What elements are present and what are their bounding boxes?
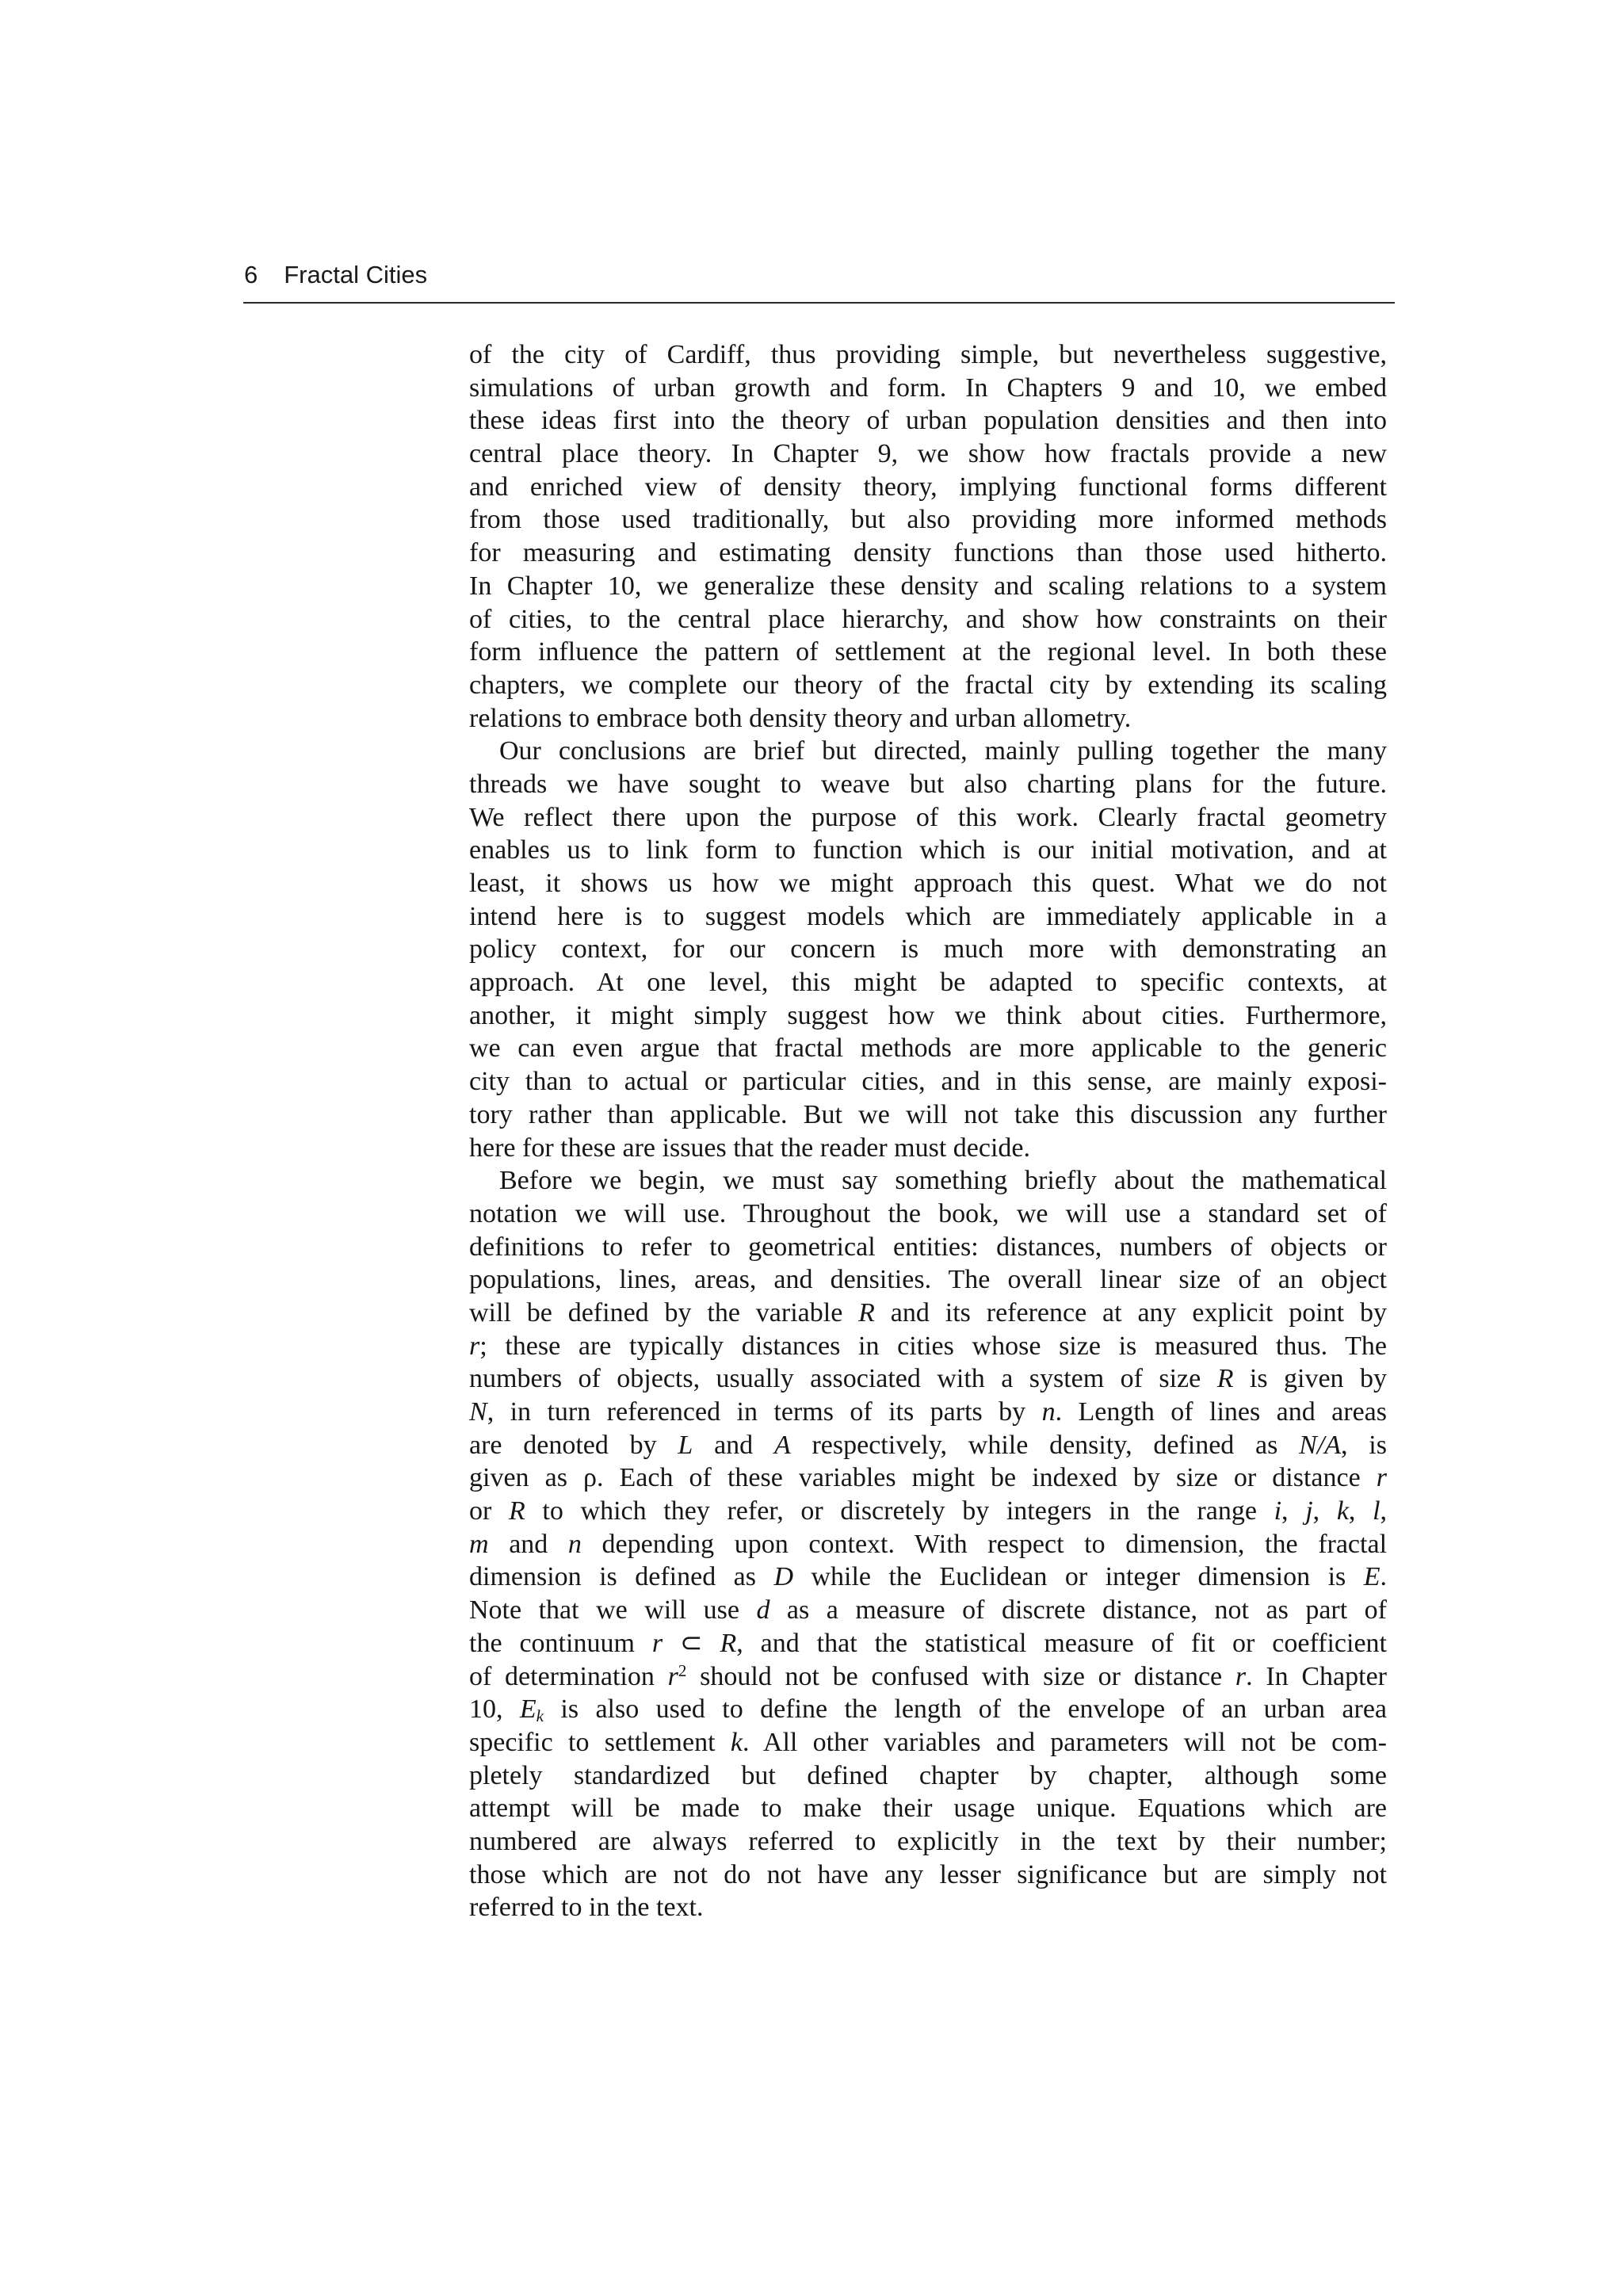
text-run: these ideas first into the theory of urban population densities and then into bbox=[469, 406, 1387, 436]
text-line bbox=[469, 867, 1387, 900]
text-line bbox=[469, 1495, 1387, 1528]
text-run: those which are not do not have any lesser significance but are simply not bbox=[469, 1859, 1387, 1889]
text-run: . In Chapter bbox=[1246, 1661, 1387, 1691]
running-head bbox=[244, 259, 427, 291]
text-run: given as ρ. Each of these variables might be indexed by size or distance bbox=[469, 1463, 1377, 1493]
text-line bbox=[469, 471, 1387, 504]
text-line bbox=[469, 1594, 1387, 1627]
text-line bbox=[469, 437, 1387, 471]
math-variable: n bbox=[567, 1529, 582, 1559]
text-line bbox=[469, 570, 1387, 603]
text-run: and its reference at any explicit point by bbox=[874, 1297, 1387, 1328]
math-variable: R bbox=[508, 1496, 525, 1526]
text-run: of determination bbox=[469, 1661, 668, 1691]
text-line bbox=[469, 1660, 1387, 1694]
text-run: specific to settlement bbox=[469, 1727, 731, 1757]
math-variable: d bbox=[756, 1595, 770, 1626]
text-run: should not be confused with size or distance bbox=[686, 1661, 1235, 1691]
text-line bbox=[469, 1891, 1387, 1924]
text-run: and enriched view of density theory, implying functional forms different bbox=[469, 472, 1387, 502]
text-run: , bbox=[1281, 1496, 1306, 1526]
text-run: populations, lines, areas, and densities. The overall linear size of an object bbox=[469, 1265, 1387, 1295]
text-line bbox=[469, 735, 1387, 768]
text-line bbox=[469, 1098, 1387, 1132]
header-rule bbox=[243, 302, 1395, 304]
text-run: of the city of Cardiff, thus providing simple, but nevertheless suggestive, bbox=[469, 340, 1387, 369]
text-run: the continuum bbox=[469, 1628, 652, 1658]
text-line bbox=[469, 1627, 1387, 1660]
text-run: or bbox=[469, 1496, 509, 1526]
text-run: is given by bbox=[1233, 1364, 1387, 1394]
text-line bbox=[469, 966, 1387, 999]
text-run: dimension is defined as bbox=[469, 1562, 774, 1592]
text-run: intend here is to suggest models which are immediately applicable in a bbox=[469, 901, 1387, 931]
text-run: policy context, for our concern is much more with demonstrating an bbox=[469, 934, 1387, 965]
text-line bbox=[469, 801, 1387, 835]
text-run: for measuring and estimating density functions than those used hitherto. bbox=[469, 538, 1387, 568]
text-line bbox=[469, 1032, 1387, 1065]
math-variable: N bbox=[469, 1397, 487, 1427]
math-variable: k bbox=[1336, 1496, 1349, 1526]
text-line bbox=[469, 702, 1387, 735]
text-line bbox=[469, 1198, 1387, 1231]
text-line bbox=[469, 1461, 1387, 1495]
text-run: , and that the statistical measure of fit or coefficient bbox=[736, 1628, 1388, 1658]
text-line bbox=[469, 933, 1387, 966]
math-variable: E bbox=[1363, 1562, 1381, 1592]
math-variable: R bbox=[1216, 1364, 1234, 1394]
text-run: In Chapter 10, we generalize these density and scaling relations to a system bbox=[469, 571, 1387, 601]
body-text bbox=[469, 338, 1387, 1924]
text-run: respectively, while density, defined as bbox=[790, 1430, 1300, 1460]
text-run: ⊂ bbox=[663, 1628, 720, 1658]
text-run: numbered are always referred to explicitly in the text by their number; bbox=[469, 1826, 1387, 1856]
text-run: pletely standardized but defined chapter by chapter, although some bbox=[469, 1760, 1387, 1790]
math-variable: n bbox=[1041, 1397, 1056, 1427]
text-line bbox=[469, 900, 1387, 934]
math-variable: r bbox=[651, 1628, 663, 1658]
text-run: . bbox=[1380, 1562, 1387, 1592]
text-line bbox=[469, 1561, 1387, 1594]
text-run: . Length of lines and areas bbox=[1055, 1397, 1387, 1427]
text-run: another, it might simply suggest how we think about cities. Furthermore, bbox=[469, 1000, 1387, 1030]
text-run: tory rather than applicable. But we will not take this discussion any further bbox=[469, 1099, 1387, 1129]
text-line bbox=[469, 404, 1387, 437]
text-line bbox=[469, 1759, 1387, 1793]
text-run: . All other variables and parameters will not be com- bbox=[742, 1727, 1387, 1757]
text-run: here for these are issues that the reader must decide. bbox=[469, 1133, 1031, 1163]
text-run: to which they refer, or discretely by integers in the range bbox=[525, 1496, 1274, 1526]
text-run: central place theory. In Chapter 9, we show how fractals provide a new bbox=[469, 439, 1387, 469]
text-run: city than to actual or particular cities, and in this sense, are mainly exposi- bbox=[469, 1067, 1387, 1097]
math-variable: D bbox=[773, 1562, 793, 1592]
text-line bbox=[469, 338, 1387, 372]
paragraph bbox=[469, 1164, 1387, 1924]
subscript: k bbox=[536, 1706, 544, 1725]
text-run: , bbox=[1312, 1496, 1337, 1526]
text-run: numbers of objects, usually associated with a system of size bbox=[469, 1364, 1217, 1394]
text-run: , bbox=[1380, 1496, 1388, 1526]
math-variable: R bbox=[858, 1297, 875, 1328]
text-line bbox=[469, 1396, 1387, 1429]
text-line bbox=[469, 603, 1387, 636]
text-line bbox=[469, 669, 1387, 702]
text-run: threads we have sought to weave but also charting plans for the future. bbox=[469, 769, 1387, 799]
text-run: chapters, we complete our theory of the fractal city by extending its scaling bbox=[469, 670, 1387, 700]
page-number: 6 bbox=[244, 261, 258, 288]
text-run: form influence the pattern of settlement at the regional level. In both these bbox=[469, 637, 1387, 667]
math-variable: r bbox=[1235, 1661, 1247, 1691]
text-line bbox=[469, 1726, 1387, 1759]
text-run: Before we begin, we must say something briefly about the mathematical bbox=[499, 1166, 1387, 1196]
text-line bbox=[469, 1164, 1387, 1198]
text-line bbox=[469, 768, 1387, 801]
text-run: from those used traditionally, but also providing more informed methods bbox=[469, 505, 1387, 535]
paragraph bbox=[469, 338, 1387, 735]
math-variable: j bbox=[1305, 1496, 1313, 1526]
math-variable: N/A bbox=[1299, 1430, 1342, 1460]
text-run: referred to in the text. bbox=[469, 1893, 704, 1923]
text-line bbox=[469, 1330, 1387, 1363]
text-line bbox=[469, 636, 1387, 669]
text-run: as a measure of discrete distance, not as part of bbox=[769, 1595, 1388, 1626]
text-line bbox=[469, 999, 1387, 1033]
text-line bbox=[469, 503, 1387, 537]
text-line bbox=[469, 1362, 1387, 1396]
running-title: Fractal Cities bbox=[284, 261, 428, 288]
text-line bbox=[469, 1528, 1387, 1561]
paragraph bbox=[469, 735, 1387, 1164]
text-run: ; these are typically distances in cities whose size is measured thus. The bbox=[479, 1331, 1387, 1361]
math-variable: A bbox=[773, 1430, 791, 1460]
text-line bbox=[469, 1825, 1387, 1859]
text-line bbox=[469, 1693, 1387, 1726]
text-run: notation we will use. Throughout the book, we will use a standard set of bbox=[469, 1198, 1387, 1228]
math-variable: E bbox=[519, 1694, 537, 1725]
text-run: simulations of urban growth and form. In Chapters 9 and 10, we embed bbox=[469, 372, 1387, 403]
math-variable: R bbox=[720, 1628, 737, 1658]
math-variable: r bbox=[667, 1661, 678, 1691]
text-run: approach. At one level, this might be adapted to specific contexts, at bbox=[469, 968, 1387, 998]
text-run: is also used to define the length of the envelope of an urban area bbox=[544, 1694, 1388, 1725]
text-line bbox=[469, 537, 1387, 570]
text-run: while the Euclidean or integer dimension is bbox=[793, 1562, 1364, 1592]
text-run: depending upon context. With respect to dimension, the fractal bbox=[581, 1529, 1388, 1559]
text-run: 10, bbox=[469, 1694, 520, 1725]
text-line bbox=[469, 1792, 1387, 1825]
math-variable: r bbox=[469, 1331, 480, 1361]
text-run: Note that we will use bbox=[469, 1595, 757, 1626]
text-line bbox=[469, 1429, 1387, 1462]
text-run: are denoted by bbox=[469, 1430, 678, 1460]
text-run: enables us to link form to function which is our initial motivation, and at bbox=[469, 835, 1387, 865]
text-run: of cities, to the central place hierarchy, and show how constraints on their bbox=[469, 604, 1387, 634]
text-run: , in turn referenced in terms of its parts by bbox=[487, 1397, 1042, 1427]
text-run: We reflect there upon the purpose of this work. Clearly fractal geometry bbox=[469, 802, 1387, 832]
math-variable: i bbox=[1274, 1496, 1282, 1526]
text-run: and bbox=[488, 1529, 568, 1559]
text-line bbox=[469, 372, 1387, 405]
superscript: 2 bbox=[678, 1660, 687, 1680]
text-run: relations to embrace both density theory and urban allometry. bbox=[469, 703, 1132, 733]
text-run: , is bbox=[1341, 1430, 1387, 1460]
math-variable: m bbox=[469, 1529, 489, 1559]
text-run: will be defined by the variable bbox=[469, 1297, 859, 1328]
text-line bbox=[469, 1065, 1387, 1098]
text-run: Our conclusions are brief but directed, mainly pulling together the many bbox=[499, 736, 1387, 766]
text-line bbox=[469, 1132, 1387, 1165]
text-line bbox=[469, 1231, 1387, 1264]
text-run: definitions to refer to geometrical entities: distances, numbers of objects or bbox=[469, 1232, 1387, 1262]
math-variable: L bbox=[678, 1430, 693, 1460]
text-run: , bbox=[1348, 1496, 1373, 1526]
text-line bbox=[469, 1263, 1387, 1297]
text-run: least, it shows us how we might approach this quest. What we do not bbox=[469, 869, 1387, 898]
text-line bbox=[469, 1859, 1387, 1892]
math-variable: r bbox=[1376, 1463, 1387, 1493]
text-line bbox=[469, 1297, 1387, 1330]
text-run: attempt will be made to make their usage unique. Equations which are bbox=[469, 1794, 1387, 1824]
text-line bbox=[469, 834, 1387, 867]
math-variable: l bbox=[1373, 1496, 1381, 1526]
text-run: we can even argue that fractal methods are more applicable to the generic bbox=[469, 1033, 1387, 1064]
math-variable: k bbox=[730, 1727, 743, 1757]
text-run: and bbox=[693, 1430, 774, 1460]
